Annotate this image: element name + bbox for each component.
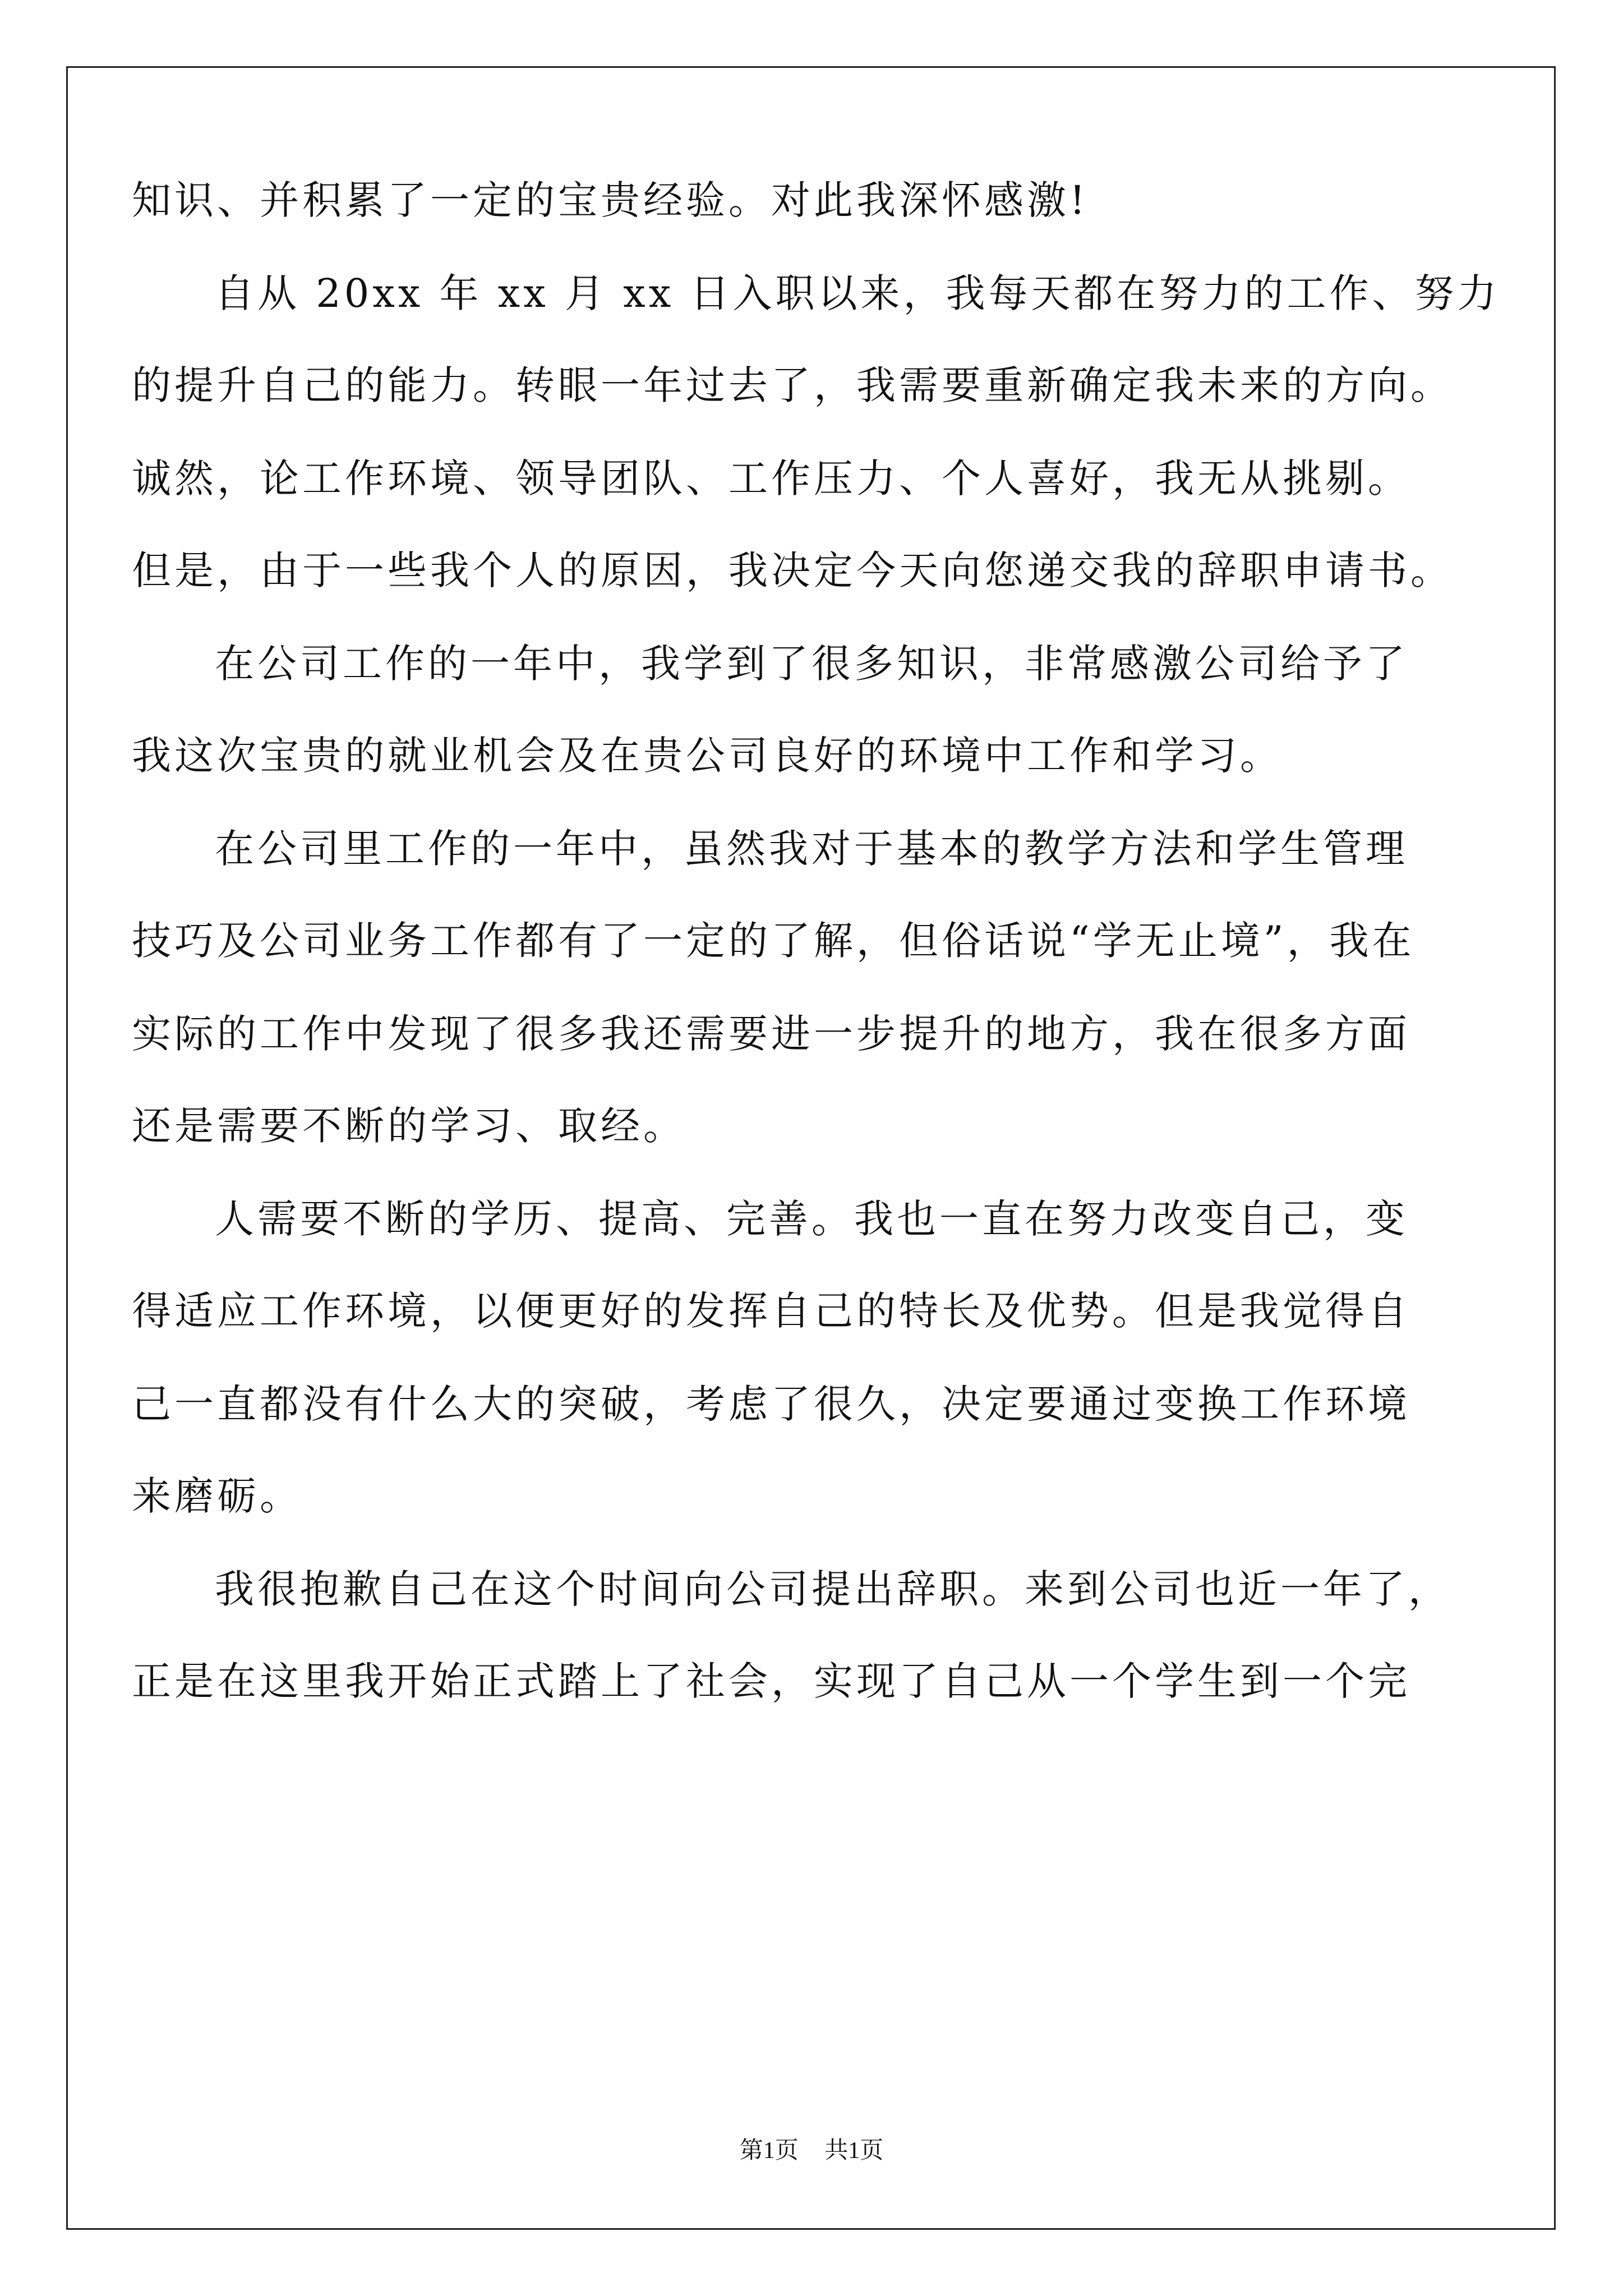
page-number: 第1页 (739, 2138, 799, 2164)
page-footer (0, 2132, 1623, 2165)
page-total: 共1页 (824, 2138, 884, 2164)
